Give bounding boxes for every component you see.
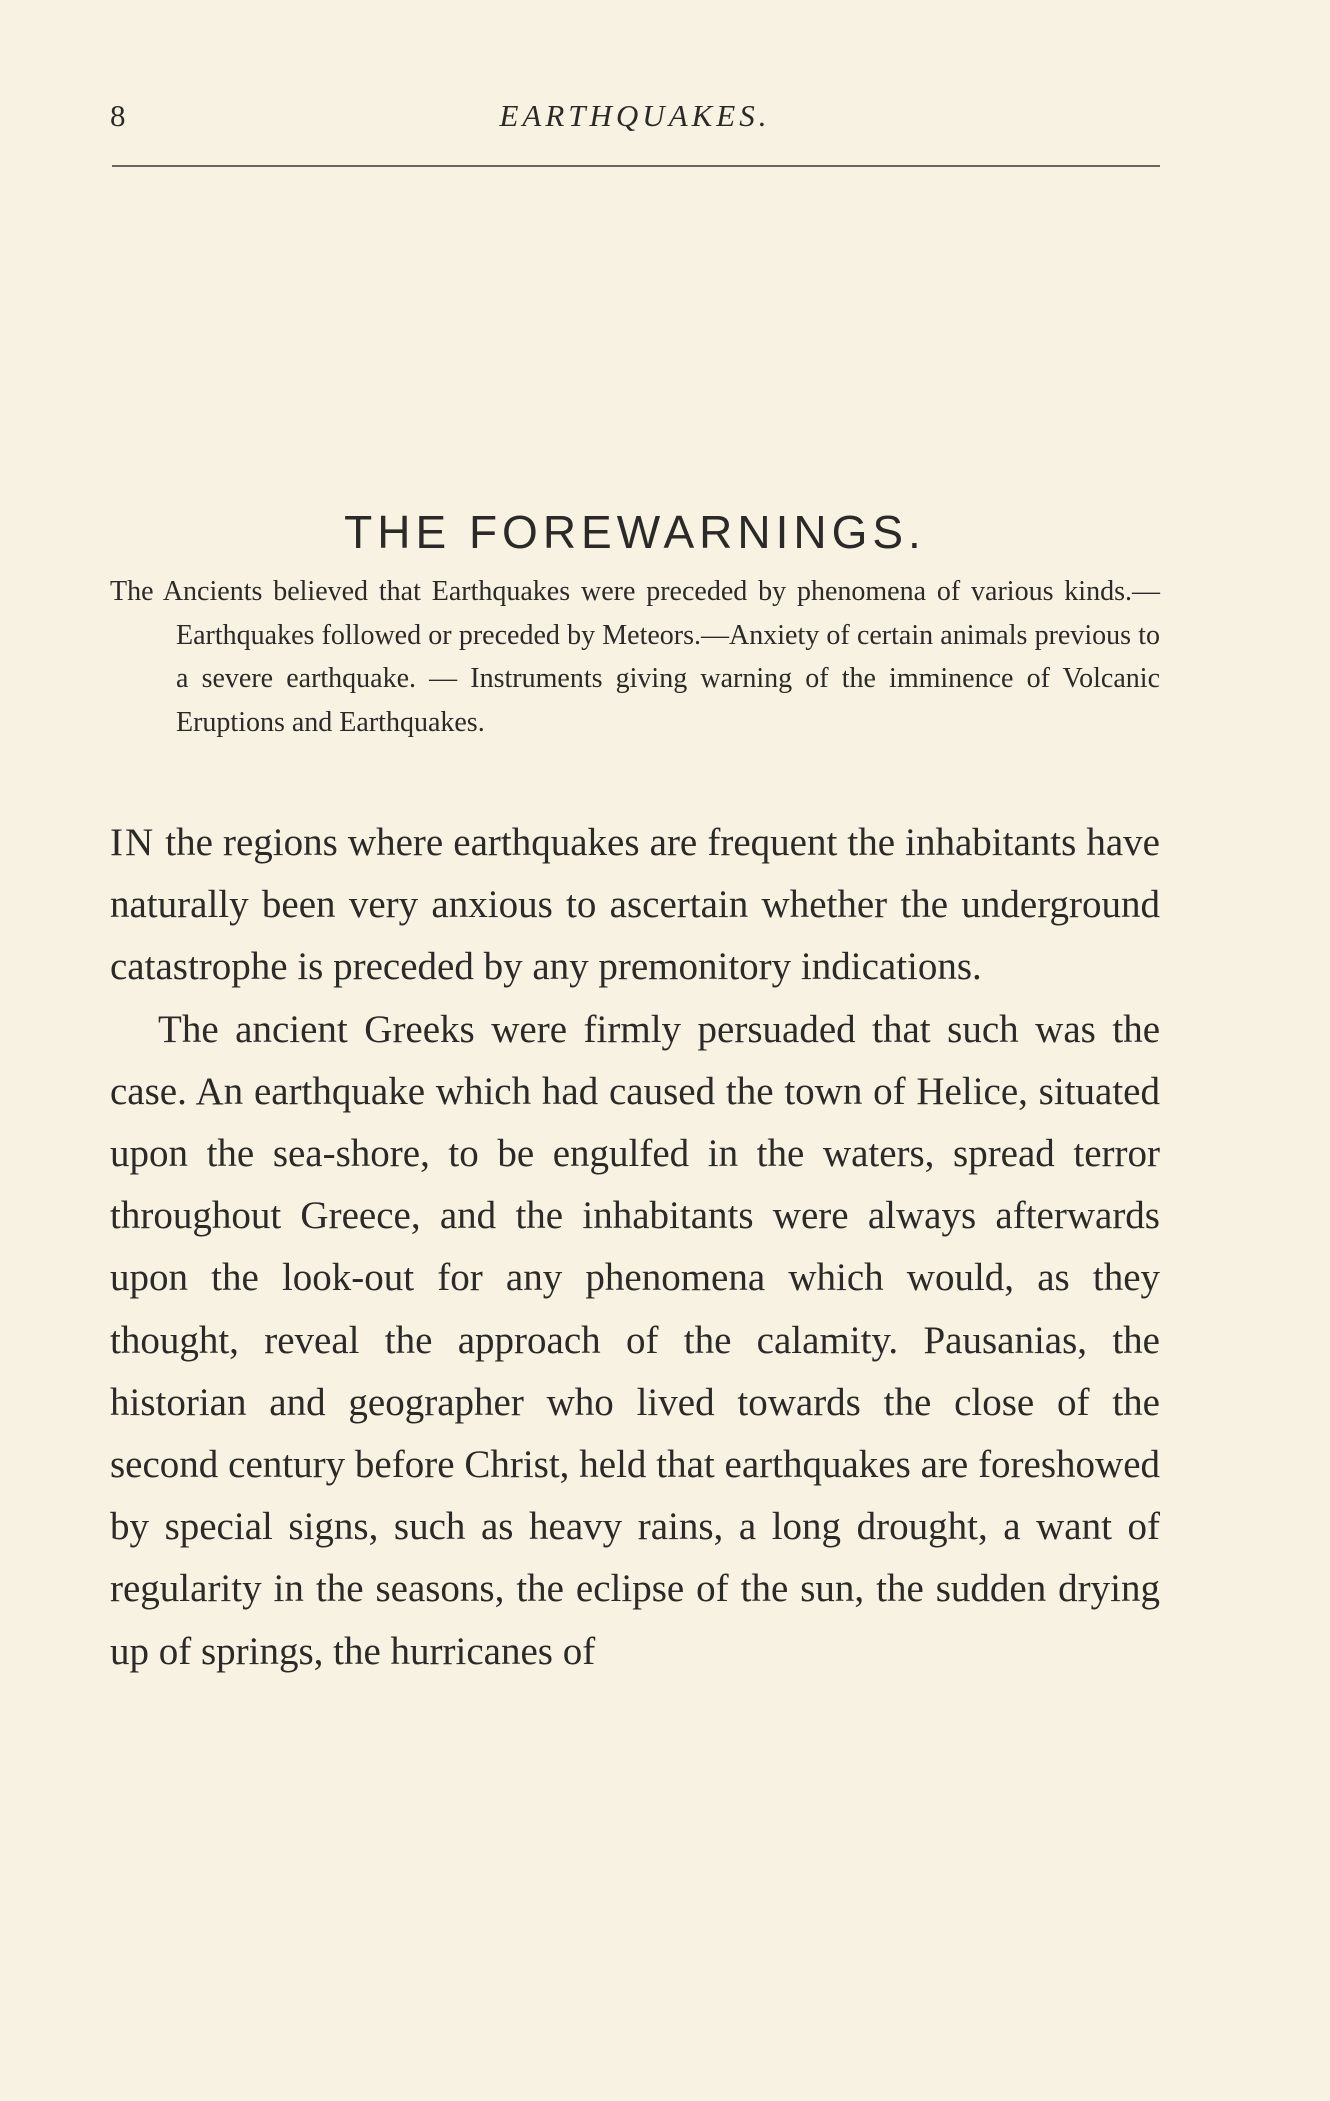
- paragraph-2: The ancient Greeks were firmly persuaded that such was the case. An earthquake which had caused the town of Helice, situated upon the sea-shore, to be engulfed in the waters, spread terror throughout Greece, and the inhabitants were always afterwards upon the look-out for any phenomena which would, as they thought, reveal the approach of the calamity. Pausanias, the historian and geographer who lived towards the close of the second century before Christ, held that earthquakes are foreshowed by special signs, such as heavy rains, a long drought, a want of regularity in the seasons, the eclipse of the sun, the sudden drying up of springs, the hurricanes of: [110, 1007, 1160, 1673]
- drop-initial: IN: [110, 821, 156, 864]
- header-rule: [112, 165, 1160, 167]
- running-title: EARTHQUAKES.: [499, 98, 771, 133]
- chapter-synopsis: The Ancients believed that Earthquakes were preceded by phenomena of various kinds.—Earthquakes followed or preceded by Meteors.—Anxiety of certain animals previous to a severe earthquake. — Instruments giving warning of the imminence of Volcanic Eruptions and Earthquakes.: [110, 576, 1160, 738]
- running-head: [110, 96, 1160, 146]
- paragraph-1-text: the regions where earthquakes are frequent the inhabitants have naturally been very anxious to ascertain whether the underground catastrophe is preceded by any premonitory indications.: [110, 821, 1160, 989]
- paragraph-1: [110, 812, 1160, 999]
- chapter-title: THE FOREWARNINGS.: [344, 505, 926, 558]
- page-number: 8: [110, 98, 126, 133]
- body-text: [110, 812, 1160, 1683]
